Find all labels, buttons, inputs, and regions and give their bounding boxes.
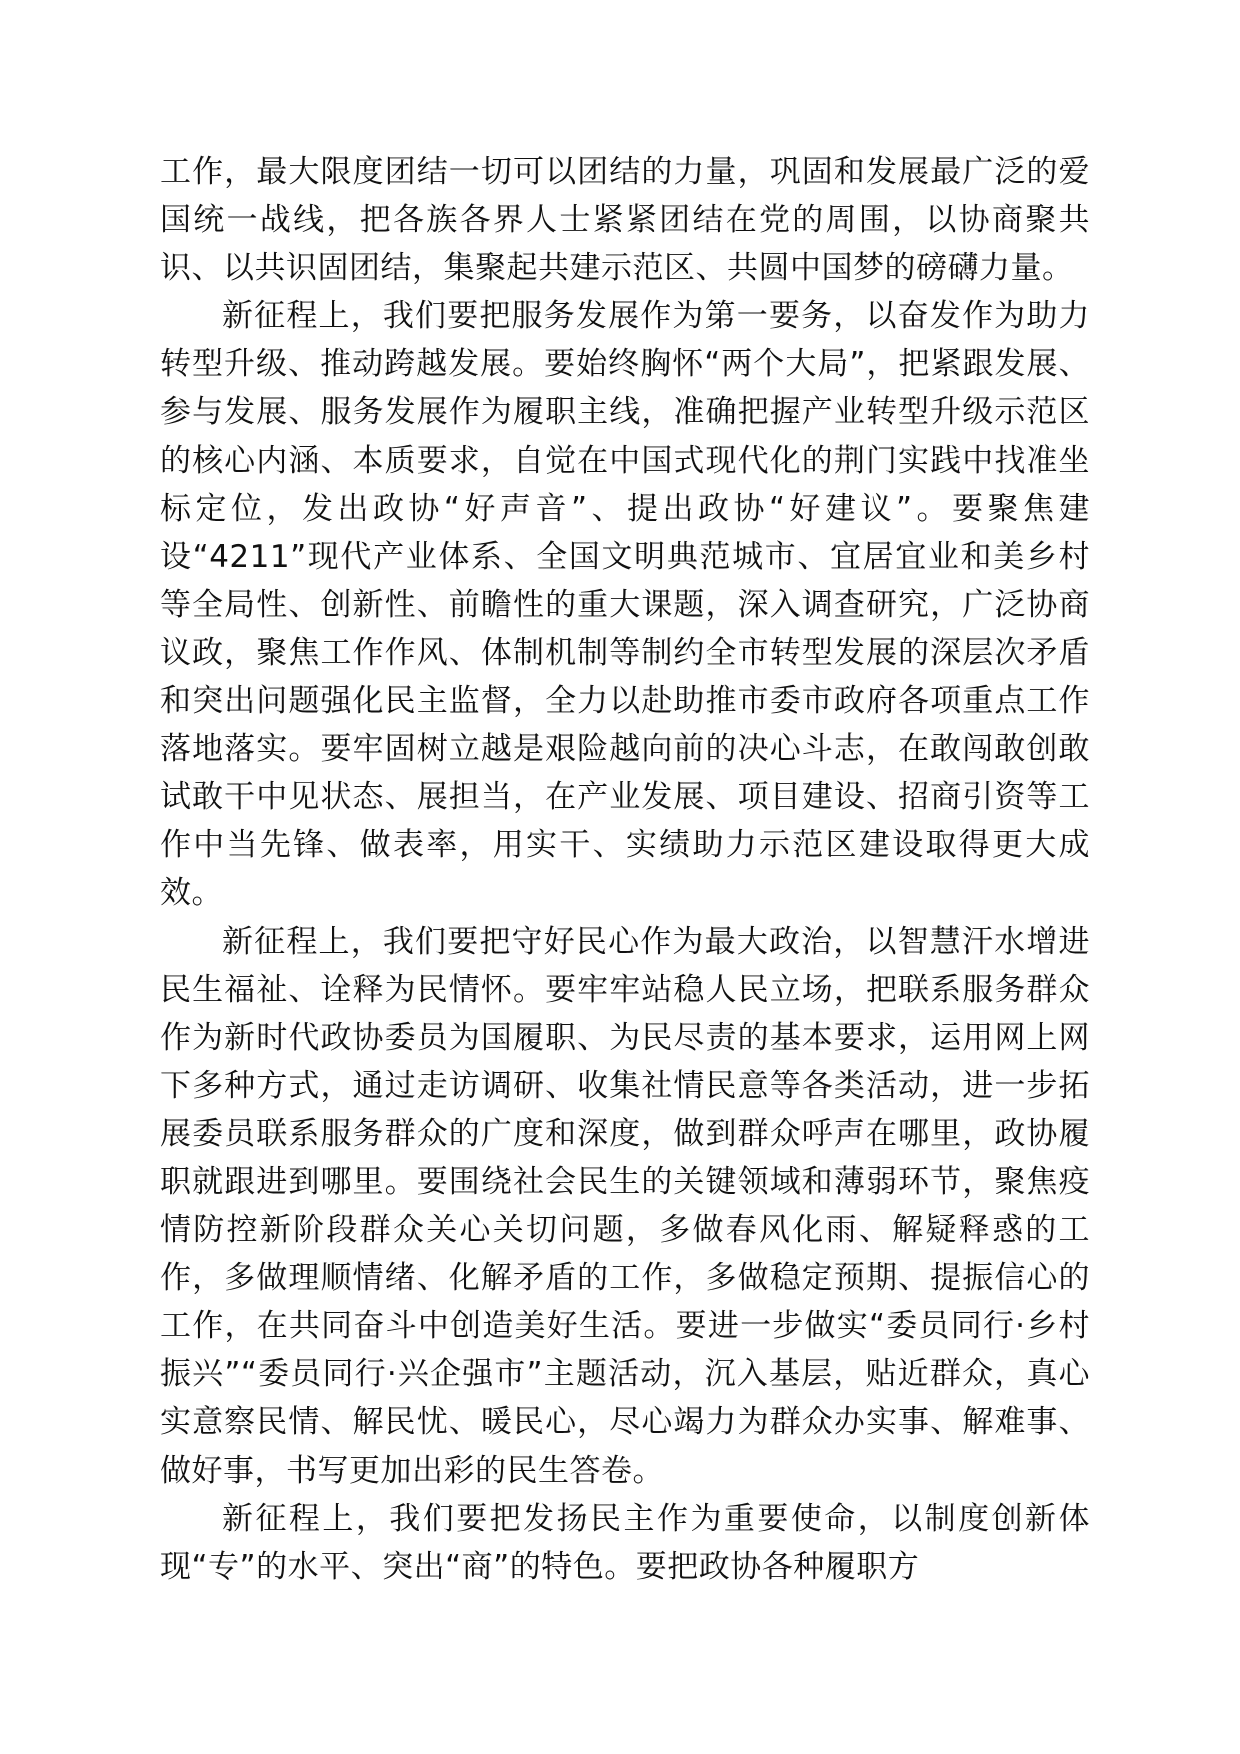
paragraph-3: 新征程上，我们要把守好民心作为最大政治，以智慧汗水增进民生福祉、诠释为民情怀。要牢牢站稳人民立场，把联系服务群众作为新时代政协委员为国履职、为民尽责的基本要求，运用网上网下多种方式，通过走访调研、收集社情民意等各类活动，进一步拓展委员联系服务群众的广度和深度，做到群众呼声在哪里，政协履职就跟进到哪里。要围绕社会民生的关键领域和薄弱环节，聚焦疫情防控新阶段群众关心关切问题，多做春风化雨、解疑释惑的工作，多做理顺情绪、化解矛盾的工作，多做稳定预期、提振信心的工作，在共同奋斗中创造美好生活。要进一步做实“委员同行·乡村振兴”“委员同行·兴企强市”主题活动，沉入基层，贴近群众，真心实意察民情、解民忧、暖民心，尽心竭力为群众办实事、解难事、做好事，书写更加出彩的民生答卷。 [160,923,1090,1489]
document-page [160,148,1090,1591]
paragraph-4: 新征程上，我们要把发扬民主作为重要使命，以制度创新体现“专”的水平、突出“商”的特色。要把政协各种履职方 [160,1500,1090,1585]
paragraph-2: 新征程上，我们要把服务发展作为第一要务，以奋发作为助力转型升级、推动跨越发展。要始终胸怀“两个大局”，把紧跟发展、参与发展、服务发展作为履职主线，准确把握产业转型升级示范区的核心内涵、本质要求，自觉在中国式现代化的荆门实践中找准坐标定位，发出政协“好声音”、提出政协“好建议”。要聚焦建设“4211”现代产业体系、全国文明典范城市、宜居宜业和美乡村等全局性、创新性、前瞻性的重大课题，深入调查研究，广泛协商议政，聚焦工作作风、体制机制等制约全市转型发展的深层次矛盾和突出问题强化民主监督，全力以赴助推市委市政府各项重点工作落地落实。要牢固树立越是艰险越向前的决心斗志，在敢闯敢创敢试敢干中见状态、展担当，在产业发展、项目建设、招商引资等工作中当先锋、做表率，用实干、实绩助力示范区建设取得更大成效。 [160,298,1090,912]
paragraph-1: 工作，最大限度团结一切可以团结的力量，巩固和发展最广泛的爱国统一战线，把各族各界人士紧紧团结在党的周围，以协商聚共识、以共识固团结，集聚起共建示范区、共圆中国梦的磅礴力量。 [160,154,1090,287]
